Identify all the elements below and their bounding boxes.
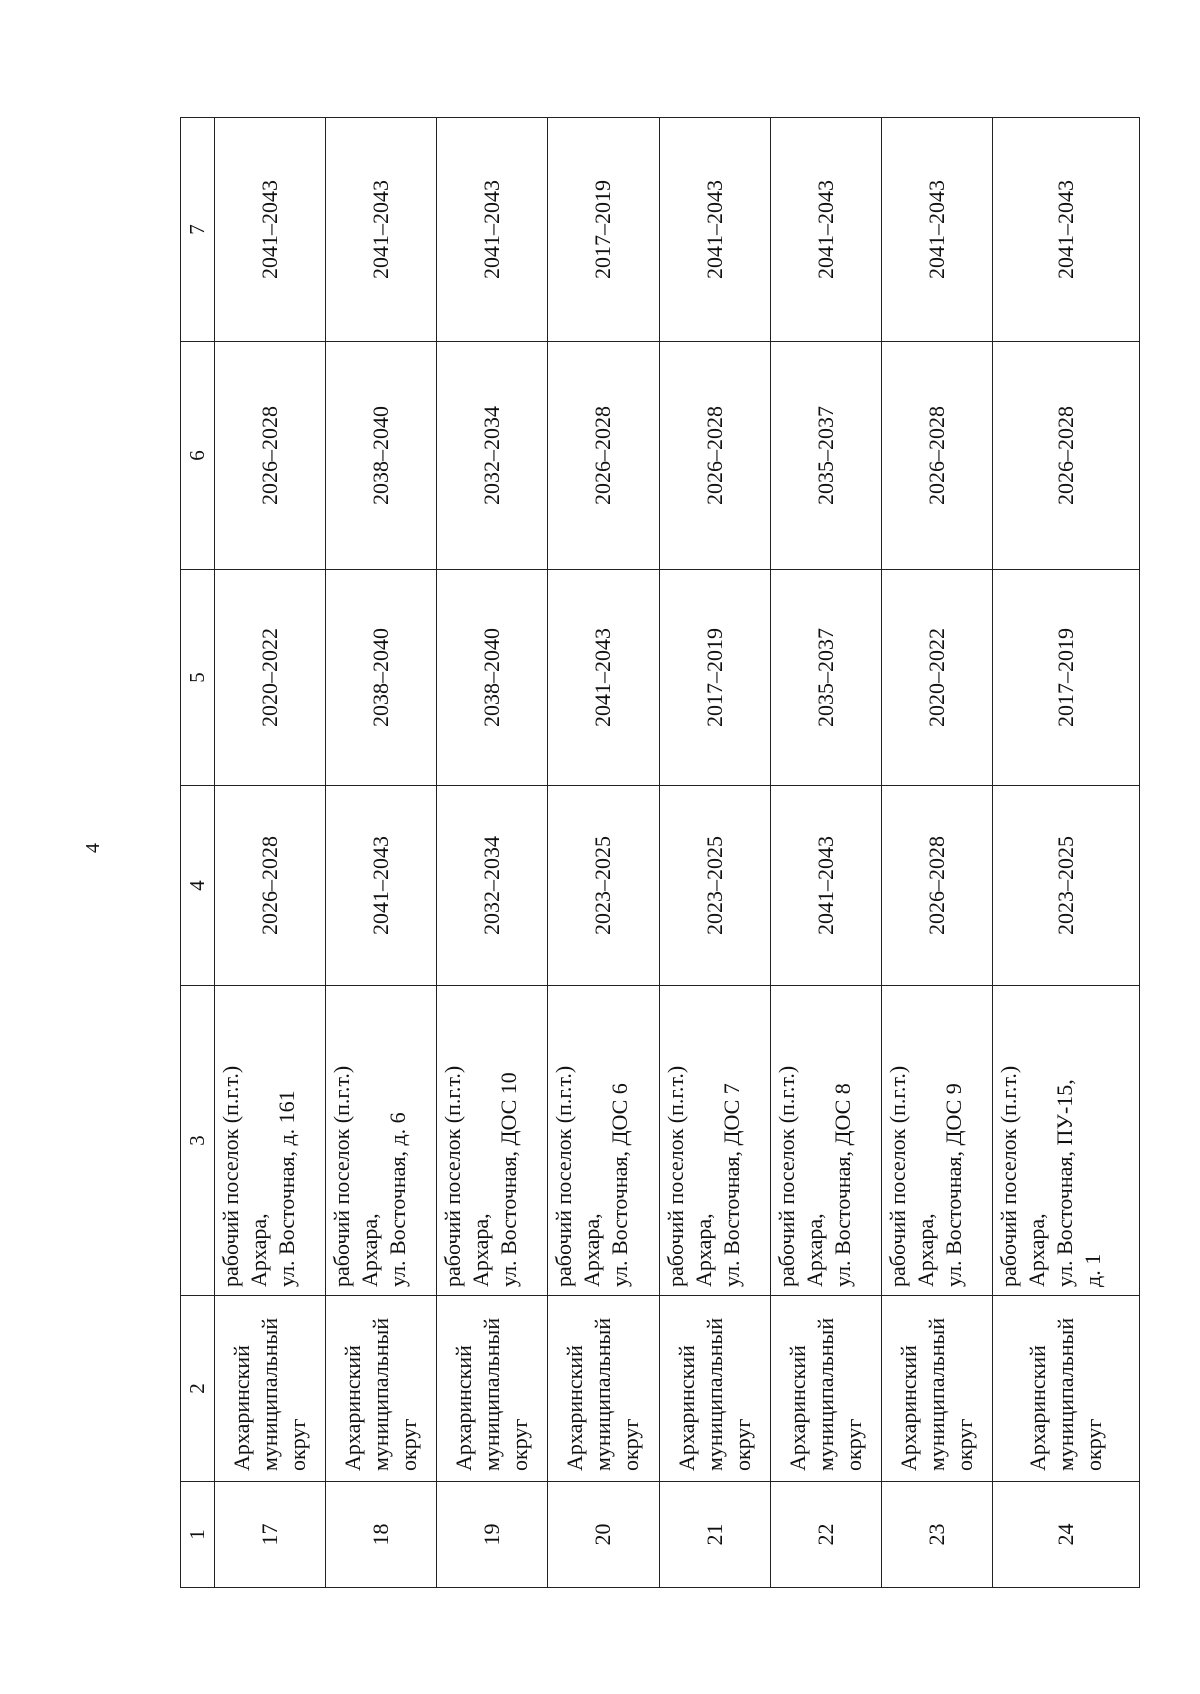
table-row [881,118,992,1588]
col-4-period: 2023–2025 [548,786,659,986]
col-5-period: 2035–2037 [770,570,881,786]
address-cell [659,986,770,1296]
address-line-1: рабочий поселок (п.г.т.) [329,1065,355,1287]
table-row [437,118,548,1588]
col-7-period: 2041–2043 [215,118,326,342]
address-cell [881,986,992,1296]
district-cell: Архаринский муниципальный округ [659,1296,770,1482]
address-line-2: Архара, [468,1213,494,1287]
col-4-period: 2026–2028 [215,786,326,986]
address-line-1: рабочий поселок (п.г.т.) [884,1065,910,1287]
district-cell: Архаринский муниципальный округ [326,1296,437,1482]
address-cell [215,986,326,1296]
col-5-period: 2017–2019 [992,570,1139,786]
col-6-period: 2026–2028 [992,342,1139,570]
col-4-period: 2023–2025 [992,786,1139,986]
address-cell [992,986,1139,1296]
header-col-6: 6 [181,342,215,570]
col-6-period: 2026–2028 [548,342,659,570]
row-number: 18 [326,1482,437,1588]
address-line-1: рабочий поселок (п.г.т.) [440,1065,466,1287]
col-6-period: 2032–2034 [437,342,548,570]
address-line-1: рабочий поселок (п.г.т.) [218,1065,243,1287]
document-table-rotated [180,118,1140,1588]
address-line-1: рабочий поселок (п.г.т.) [662,1065,688,1287]
col-5-period: 2020–2022 [881,570,992,786]
district-cell: Архаринский муниципальный округ [770,1296,881,1482]
address-line-3: ул. Восточная, ПУ-15, [1051,1079,1077,1287]
col-6-period: 2038–2040 [326,342,437,570]
table-row [659,118,770,1588]
col-5-period: 2020–2022 [215,570,326,786]
address-line-2: Архара, [246,1213,271,1287]
table-header [181,118,215,1588]
row-number: 23 [881,1482,992,1588]
col-6-period: 2026–2028 [881,342,992,570]
address-line-2: Архара, [690,1213,716,1287]
table-row [770,118,881,1588]
table-row [548,118,659,1588]
row-number: 17 [215,1482,326,1588]
col-4-period: 2023–2025 [659,786,770,986]
address-line-1: рабочий поселок (п.г.т.) [995,1065,1021,1287]
col-5-period: 2041–2043 [548,570,659,786]
header-col-1: 1 [181,1482,215,1588]
col-7-period: 2041–2043 [659,118,770,342]
row-number: 19 [437,1482,548,1588]
col-6-period: 2035–2037 [770,342,881,570]
address-cell [326,986,437,1296]
address-line-2: Архара, [1023,1213,1049,1287]
address-line-3: ул. Восточная, ДОС 8 [829,1083,855,1287]
row-number: 22 [770,1482,881,1588]
table-body [215,118,1140,1588]
col-7-period: 2041–2043 [992,118,1139,342]
col-5-period: 2038–2040 [326,570,437,786]
address-line-1: рабочий поселок (п.г.т.) [773,1065,799,1287]
col-5-period: 2038–2040 [437,570,548,786]
address-line-3: ул. Восточная, ДОС 7 [718,1083,744,1287]
header-col-2: 2 [181,1296,215,1482]
address-line-3: ул. Восточная, д. 6 [385,1112,411,1287]
address-cell [770,986,881,1296]
address-line-2: Архара, [579,1213,605,1287]
district-cell: Архаринский муниципальный округ [215,1296,326,1482]
table-row [326,118,437,1588]
col-7-period: 2041–2043 [326,118,437,342]
header-row [181,118,215,1588]
col-4-period: 2032–2034 [437,786,548,986]
district-cell: Архаринский муниципальный округ [548,1296,659,1482]
address-line-1: рабочий поселок (п.г.т.) [551,1065,577,1287]
address-line-3: ул. Восточная, ДОС 9 [940,1083,966,1287]
col-7-period: 2041–2043 [770,118,881,342]
header-col-7: 7 [181,118,215,342]
address-line-2: Архара, [801,1213,827,1287]
schedule-table [180,117,1140,1588]
col-4-period: 2041–2043 [770,786,881,986]
col-5-period: 2017–2019 [659,570,770,786]
address-line-2: Архара, [912,1213,938,1287]
address-line-3: ул. Восточная, ДОС 6 [607,1083,633,1287]
district-cell: Архаринский муниципальный округ [881,1296,992,1482]
address-cell [437,986,548,1296]
address-line-3: ул. Восточная, ДОС 10 [496,1072,522,1287]
row-number: 21 [659,1482,770,1588]
address-line-4: д. 1 [1079,1253,1105,1287]
col-7-period: 2041–2043 [437,118,548,342]
table-row [215,118,326,1588]
header-col-5: 5 [181,570,215,786]
page-number: 4 [82,843,104,853]
col-7-period: 2041–2043 [881,118,992,342]
header-col-3: 3 [181,986,215,1296]
header-col-4: 4 [181,786,215,986]
col-4-period: 2026–2028 [881,786,992,986]
col-4-period: 2041–2043 [326,786,437,986]
row-number: 24 [992,1482,1139,1588]
col-6-period: 2026–2028 [659,342,770,570]
district-cell: Архаринский муниципальный округ [992,1296,1139,1482]
col-6-period: 2026–2028 [215,342,326,570]
address-line-2: Архара, [357,1213,383,1287]
table-row [992,118,1139,1588]
col-7-period: 2017–2019 [548,118,659,342]
address-line-3: ул. Восточная, д. 161 [274,1090,299,1287]
row-number: 20 [548,1482,659,1588]
district-cell: Архаринский муниципальный округ [437,1296,548,1482]
address-cell [548,986,659,1296]
